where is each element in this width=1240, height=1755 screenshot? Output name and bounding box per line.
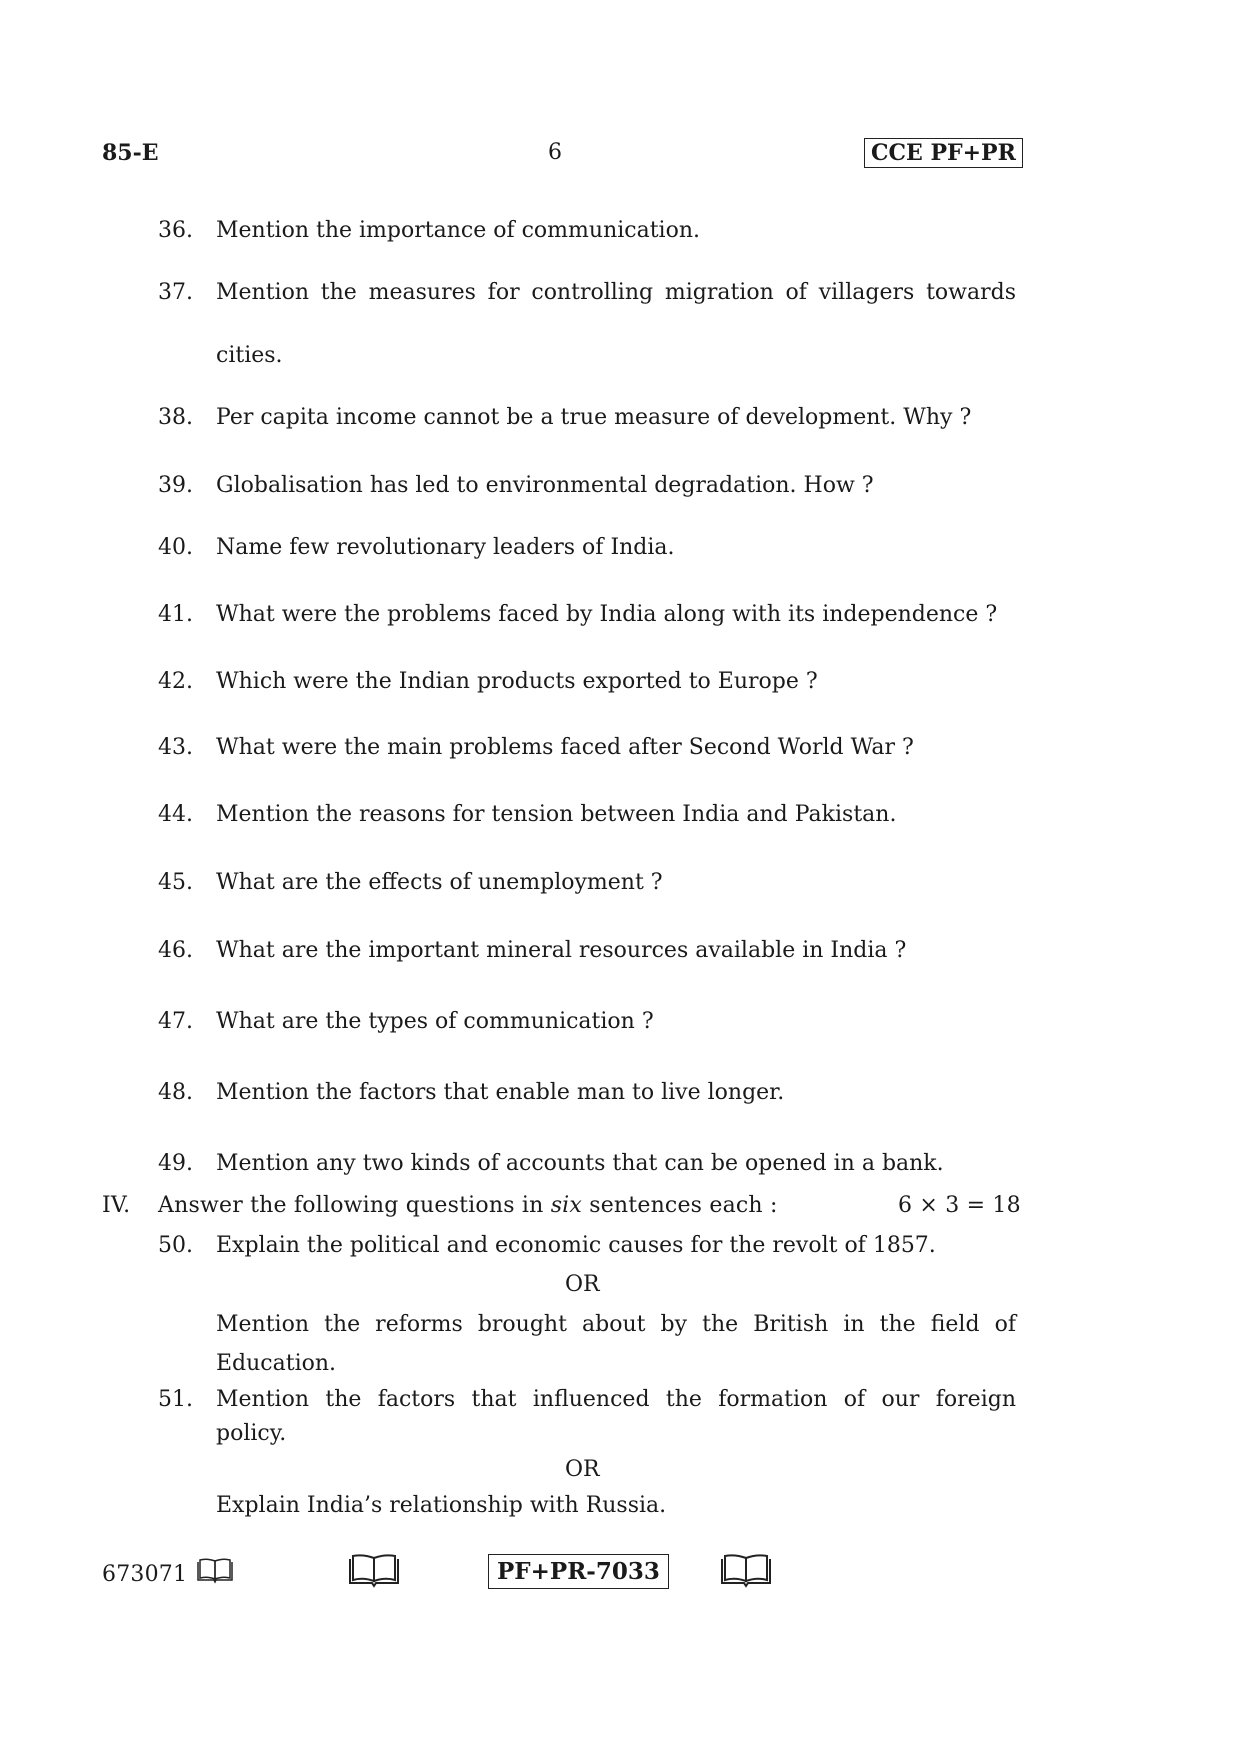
question-text: What were the problems faced by India along with its independence ? xyxy=(216,602,998,627)
question-number: 39. xyxy=(158,473,193,498)
question-number: 45. xyxy=(158,870,193,895)
question-number: 50. xyxy=(158,1233,193,1258)
question-number: 44. xyxy=(158,802,193,827)
question-text: Mention the measures for controlling migration of villagers towards xyxy=(216,280,1016,305)
question-number: 47. xyxy=(158,1009,193,1034)
question-text: Mention the factors that enable man to live longer. xyxy=(216,1080,785,1105)
section-marks: 6 × 3 = 18 xyxy=(898,1193,1021,1218)
instruction-pre: Answer the following questions in xyxy=(158,1193,551,1218)
question-text: Mention the factors that influenced the formation of our foreign xyxy=(216,1387,1016,1412)
alternative-question-text: Mention the reforms brought about by the British in the field of xyxy=(216,1312,1016,1337)
question-text-continued: cities. xyxy=(216,343,283,368)
or-separator: OR xyxy=(565,1457,600,1482)
question-text: Globalisation has led to environmental degradation. How ? xyxy=(216,473,874,498)
book-icon xyxy=(196,1558,234,1584)
question-text: What were the main problems faced after Second World War ? xyxy=(216,735,914,760)
question-number: 43. xyxy=(158,735,193,760)
question-text: What are the important mineral resources available in India ? xyxy=(216,938,907,963)
book-icon xyxy=(720,1554,772,1588)
question-text: Per capita income cannot be a true measure of development. Why ? xyxy=(216,405,972,430)
question-text: Mention any two kinds of accounts that can be opened in a bank. xyxy=(216,1151,944,1176)
question-number: 48. xyxy=(158,1080,193,1105)
alternative-question-text-continued: Education. xyxy=(216,1351,337,1376)
question-number: 41. xyxy=(158,602,193,627)
section-instruction xyxy=(158,1193,778,1218)
or-separator: OR xyxy=(565,1272,600,1297)
question-text: Explain the political and economic causes for the revolt of 1857. xyxy=(216,1233,936,1258)
question-text: Mention the importance of communication. xyxy=(216,218,700,243)
question-number: 38. xyxy=(158,405,193,430)
instruction-post: sentences each : xyxy=(582,1193,778,1218)
question-number: 37. xyxy=(158,280,193,305)
question-text: Which were the Indian products exported to Europe ? xyxy=(216,669,818,694)
alternative-question-text: Explain India’s relationship with Russia. xyxy=(216,1493,667,1518)
question-text: What are the effects of unemployment ? xyxy=(216,870,663,895)
question-text-continued: policy. xyxy=(216,1421,287,1446)
book-icon xyxy=(348,1554,400,1588)
question-number: 40. xyxy=(158,535,193,560)
series-badge: CCE PF+PR xyxy=(864,138,1023,168)
question-text: Mention the reasons for tension between India and Pakistan. xyxy=(216,802,897,827)
question-number: 36. xyxy=(158,218,193,243)
page-number: 6 xyxy=(548,140,562,165)
question-text: Name few revolutionary leaders of India. xyxy=(216,535,675,560)
question-number: 42. xyxy=(158,669,193,694)
footer-paper-code: PF+PR-7033 xyxy=(488,1554,669,1589)
section-label: IV. xyxy=(102,1193,131,1218)
question-text: What are the types of communication ? xyxy=(216,1009,654,1034)
question-number: 46. xyxy=(158,938,193,963)
question-number: 49. xyxy=(158,1151,193,1176)
instruction-emphasis: six xyxy=(550,1193,583,1218)
serial-number: 673071 xyxy=(102,1562,188,1587)
paper-code: 85-E xyxy=(102,140,159,166)
question-number: 51. xyxy=(158,1387,193,1412)
